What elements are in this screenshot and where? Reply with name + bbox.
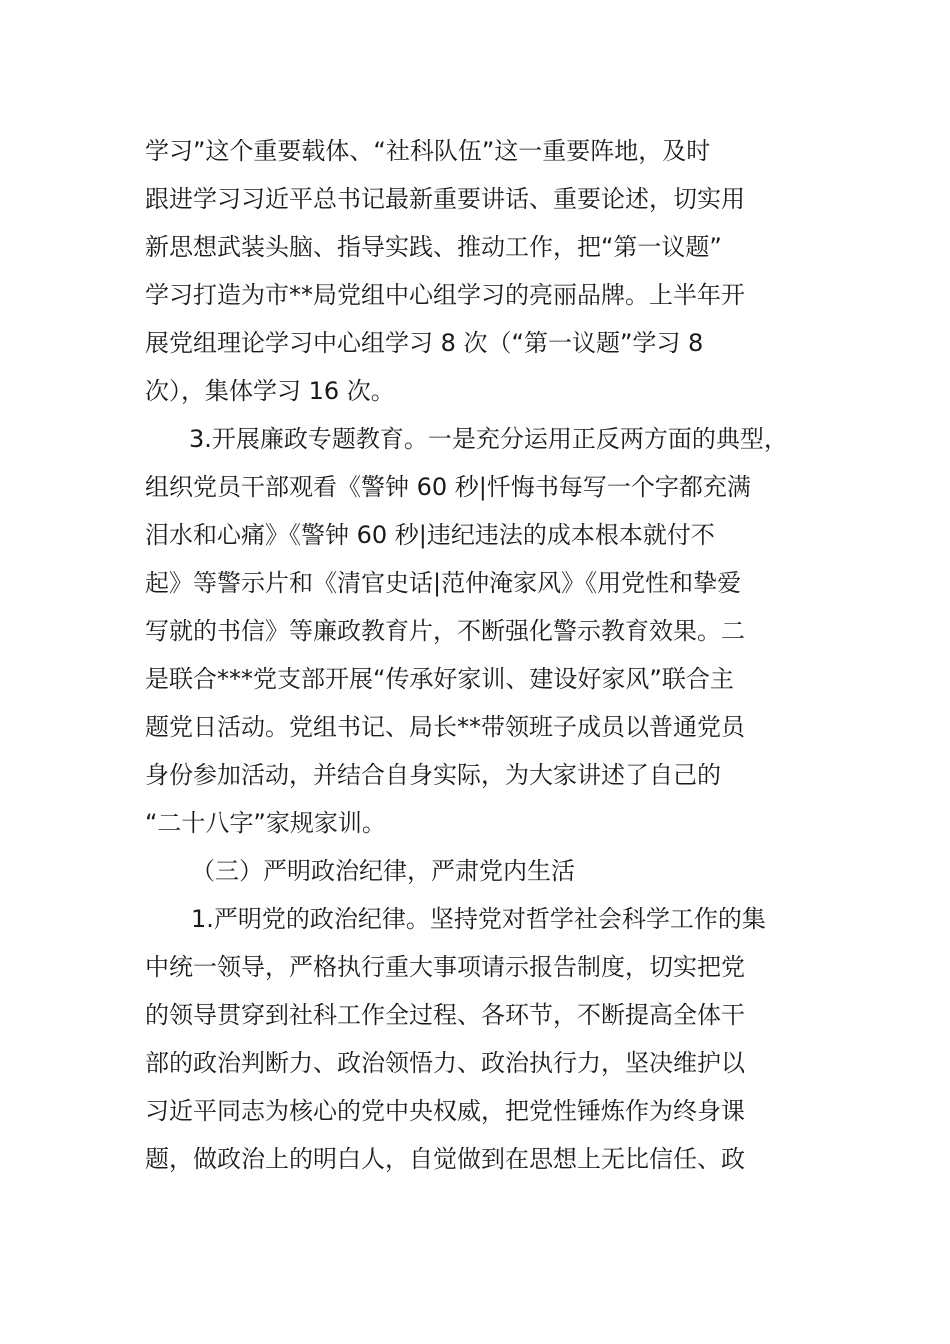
text-line: 起》等警示片和《清官史话|范仲淹家风》《用党性和挚爱 [145, 569, 742, 597]
text-line: 写就的书信》等廉政教育片，不断强化警示教育效果。二 [145, 617, 745, 645]
section-heading: （三）严明政治纪律，严肃党内生活 [191, 857, 575, 885]
paragraph-start-line: 1.严明党的政治纪律。坚持党对哲学社会科学工作的集 [191, 905, 766, 933]
text-line: 身份参加活动，并结合自身实际，为大家讲述了自己的 [145, 761, 721, 789]
text-line: 泪水和心痛》《警钟 60 秒|违纪违法的成本根本就付不 [145, 521, 715, 549]
text-line: “二十八字”家规家训。 [145, 809, 386, 837]
text-line: 是联合***党支部开展“传承好家训、建设好家风”联合主 [145, 665, 734, 693]
text-line: 跟进学习习近平总书记最新重要讲话、重要论述，切实用 [145, 185, 745, 213]
text-line: 的领导贯穿到社科工作全过程、各环节，不断提高全体干 [145, 1001, 745, 1029]
text-line: 习近平同志为核心的党中央权威，把党性锤炼作为终身课 [145, 1097, 745, 1125]
text-line: 学习打造为市**局党组中心组学习的亮丽品牌。上半年开 [145, 281, 745, 309]
document-body [145, 127, 815, 1183]
text-line: 题，做政治上的明白人，自觉做到在思想上无比信任、政 [145, 1145, 745, 1173]
text-line: 组织党员干部观看《警钟 60 秒|忏悔书每写一个字都充满 [145, 473, 751, 501]
text-line: 新思想武装头脑、指导实践、推动工作，把“第一议题” [145, 233, 722, 261]
text-line: 次），集体学习 16 次。 [145, 377, 395, 405]
text-line: 中统一领导，严格执行重大事项请示报告制度，切实把党 [145, 953, 745, 981]
paragraph-start-line: 3.开展廉政专题教育。一是充分运用正反两方面的典型， [189, 425, 788, 453]
text-line: 学习”这个重要载体、“社科队伍”这一重要阵地，及时 [145, 137, 711, 165]
text-line: 题党日活动。党组书记、局长**带领班子成员以普通党员 [145, 713, 745, 741]
text-line: 部的政治判断力、政治领悟力、政治执行力，坚决维护以 [145, 1049, 745, 1077]
text-line: 展党组理论学习中心组学习 8 次（“第一议题”学习 8 [145, 329, 704, 357]
